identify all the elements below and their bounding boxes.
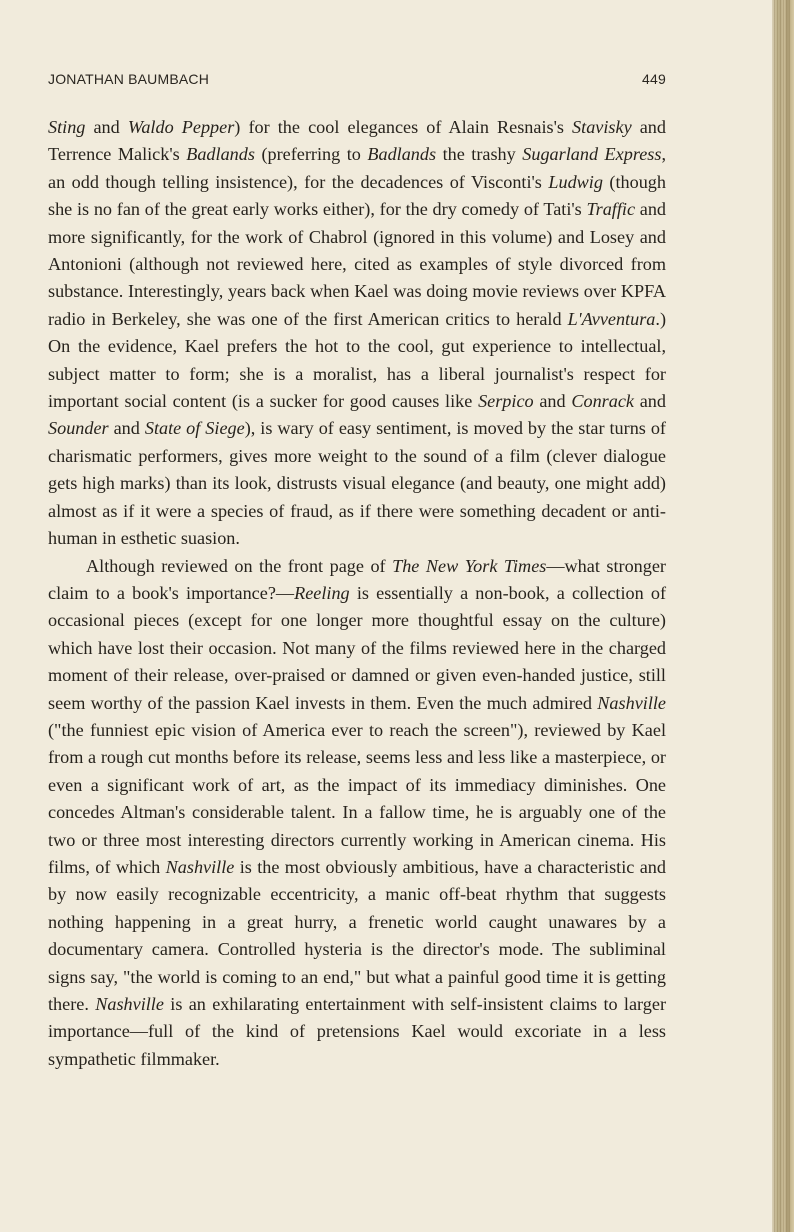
text-run: and Terrence Malick's (48, 117, 666, 165)
italic-title: Serpico (478, 391, 534, 412)
text-run: , an odd though telling insistence), for the decadences of Visconti's (48, 144, 666, 192)
italic-title: Waldo Pepper (127, 117, 235, 137)
italic-title: The New York Times (392, 555, 547, 576)
italic-title: Sounder (48, 418, 109, 439)
paragraph-2 (48, 553, 666, 1074)
italic-title: Sting (48, 117, 86, 137)
text-run: and (634, 391, 666, 412)
text-run: the trashy (436, 144, 523, 165)
text-run: and (108, 418, 145, 439)
italic-title: Nashville (597, 692, 666, 713)
text-run: and (85, 117, 128, 137)
italic-title: Nashville (95, 994, 164, 1014)
page-number: 449 (642, 71, 666, 87)
italic-title: Traffic (586, 199, 636, 220)
italic-title: Sugarland Express (522, 144, 662, 165)
running-head (48, 71, 666, 93)
page-edge (772, 0, 794, 1232)
italic-title: Badlands (367, 144, 437, 165)
italic-title: L'Avventura (567, 308, 656, 329)
text-run: —what stronger claim to a book's importance?— (48, 555, 666, 603)
italic-title: Reeling (294, 582, 350, 603)
text-run: and (533, 391, 572, 412)
text-run: is an exhilarating entertainment with self-insistent claims to larger importance—full of the kind of pretensions Kael would excoriate in a less sympathetic filmmaker. (48, 994, 666, 1069)
text-run: ("the funniest epic vision of America ever to reach the screen"), reviewed by Kael from a rough cut months before its release, seems less and less like a masterpiece, or even a significant work of art, as the impact of its immediacy diminishes. One concedes Altman's considerable talent. In a fallow time, he is arguably one of the two or three most interesting directors currently working in American cinema. His films, of which (48, 719, 666, 877)
italic-title: Nashville (165, 856, 235, 877)
running-head-author: JONATHAN BAUMBACH (48, 71, 210, 87)
text-run: ) for the cool elegances of Alain Resnais's (234, 117, 573, 137)
text-run: Although reviewed on the front page of (86, 555, 393, 576)
paragraph-1 (48, 114, 666, 553)
text-run: (though she is no fan of the great early works either), for the dry comedy of Tati's (48, 171, 666, 220)
italic-title: Ludwig (548, 171, 603, 192)
body-text (48, 114, 666, 1073)
text-run: is essentially a non-book, a collection of occasional pieces (except for one longer more thoughtful essay on the culture) which have lost their occasion. Not many of the films reviewed here in the charged moment of their release, over-praised or damned or given even-handed justice, still seem worthy of the passion Kael invests in them. Even the much admired (48, 582, 666, 713)
text-run: ), is wary of easy sentiment, is moved by the star turns of charismatic performers, gives more weight to the sound of a film (clever dialogue gets high marks) than its look, distrusts visual elegance (and beauty, one might add) almost as if it were a species of fraud, as if there were something decadent or anti-human in esthetic suasion. (48, 418, 666, 549)
italic-title: Conrack (571, 391, 634, 412)
italic-title: State of Siege (144, 418, 245, 439)
italic-title: Badlands (186, 144, 255, 165)
text-run: .) On the evidence, Kael prefers the hot to the cool, gut experience to intellectual, subject matter to form; she is a moralist, has a liberal journalist's respect for important social content (is a sucker for good causes like (48, 308, 666, 412)
italic-title: Stavisky (572, 117, 632, 137)
text-run: and more significantly, for the work of Chabrol (ignored in this volume) and Losey and Antonioni (although not reviewed here, cited as examples of style divorced from substance. Interestingly, years back when Kael was doing movie reviews over KPFA radio in Berkeley, she was one of the first American critics to herald (48, 199, 667, 329)
text-run: (preferring to (254, 144, 368, 165)
text-run: is the most obviously ambitious, have a characteristic and by now easily recognizable eccentricity, a manic off-beat rhythm that suggests nothing happening in a great hurry, a frenetic world caught unawares by a documentary camera. Controlled hysteria is the director's mode. The subliminal signs say, "the world is coming to an end," but what a painful good time it is getting there. (48, 856, 666, 1014)
